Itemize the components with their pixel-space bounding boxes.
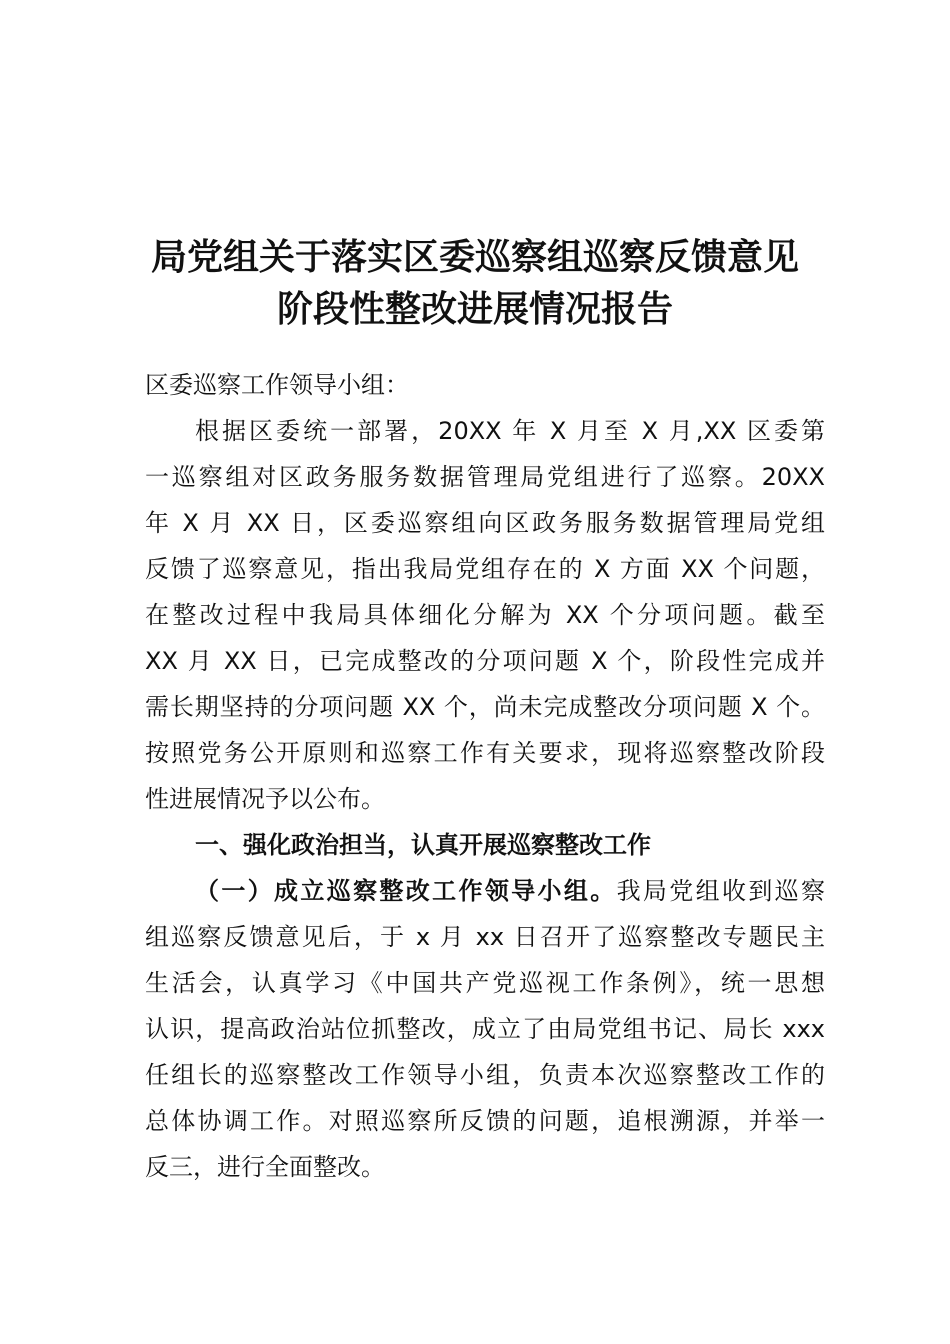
paragraph-1-line: 性进展情况予以公布。: [145, 785, 385, 813]
subsection-1-lead: （一）成立巡察整改工作领导小组。: [195, 877, 617, 905]
subsection-1-line: 认识，提高政治站位抓整改，成立了由局党组书记、局长 xxx: [145, 1015, 825, 1043]
subsection-1-first-line: [145, 868, 825, 914]
subsection-1-line: 总体协调工作。对照巡察所反馈的问题，追根溯源，并举一: [145, 1107, 825, 1135]
section-heading-1: 一、强化政治担当，认真开展巡察整改工作: [195, 831, 651, 859]
salutation: 区委巡察工作领导小组：: [145, 371, 409, 399]
paragraph-1-line: 年 X 月 XX 日，区委巡察组向区政务服务数据管理局党组: [145, 509, 825, 537]
subsection-1-line: 反三，进行全面整改。: [145, 1153, 385, 1181]
subsection-1-line: 组巡察反馈意见后，于 x 月 xx 日召开了巡察整改专题民主: [145, 923, 825, 951]
paragraph-1-line: 反馈了巡察意见，指出我局党组存在的 X 方面 XX 个问题，: [145, 555, 825, 583]
document-title-line-1: 局党组关于落实区委巡察组巡察反馈意见: [150, 237, 799, 278]
subsection-1-line: 生活会，认真学习《中国共产党巡视工作条例》，统一思想: [145, 969, 825, 997]
document-body: [145, 362, 825, 1190]
subsection-1-line: 任组长的巡察整改工作领导小组，负责本次巡察整改工作的: [145, 1061, 825, 1089]
paragraph-1-line: 一巡察组对区政务服务数据管理局党组进行了巡察。20XX: [145, 463, 825, 491]
paragraph-1-line: 根据区委统一部署，20XX 年 X 月至 X 月,XX 区委第: [195, 417, 825, 445]
paragraph-1-line: 按照党务公开原则和巡察工作有关要求，现将巡察整改阶段: [145, 739, 825, 767]
paragraph-1-line: 需长期坚持的分项问题 XX 个，尚未完成整改分项问题 X 个。: [145, 693, 825, 721]
subsection-1-first-line-rest: 我局党组收到巡察: [616, 877, 826, 905]
document-title-line-2: 阶段性整改进展情况报告: [276, 289, 673, 330]
paragraph-1-line: XX 月 XX 日，已完成整改的分项问题 X 个，阶段性完成并: [145, 647, 825, 675]
paragraph-1-line: 在整改过程中我局具体细化分解为 XX 个分项问题。截至: [145, 601, 825, 629]
